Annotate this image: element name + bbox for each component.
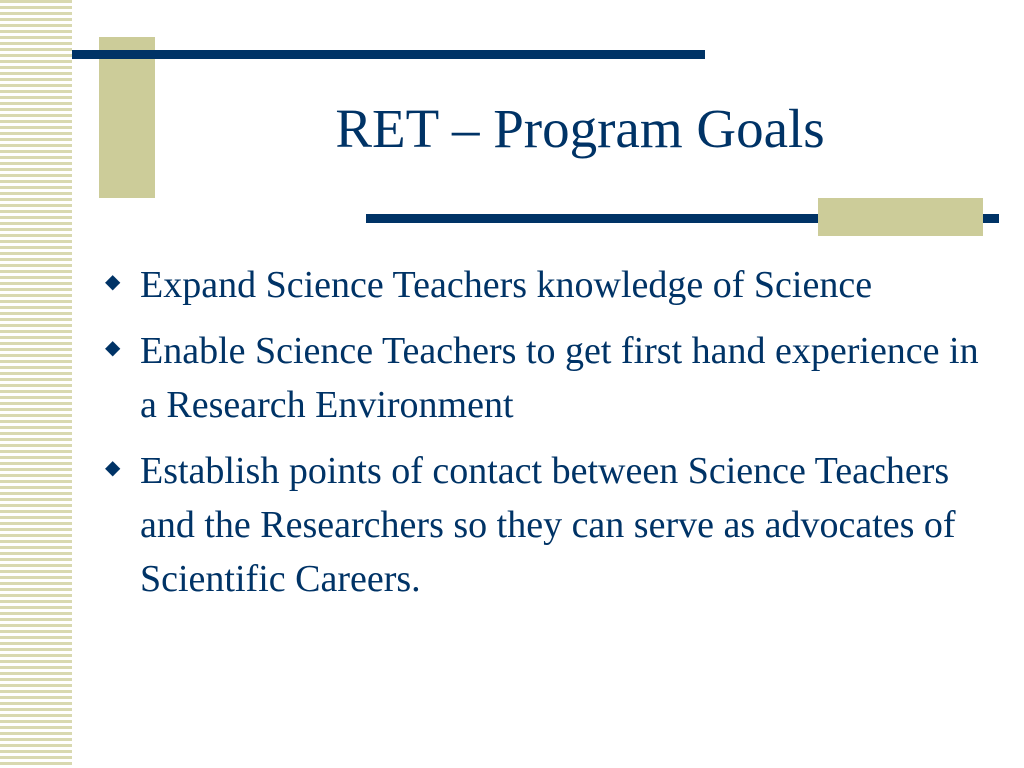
diamond-bullet-icon: ◆ [105, 271, 121, 293]
olive-accent-block-right [818, 198, 983, 236]
navy-accent-bar-top [72, 50, 705, 59]
slide-title: RET – Program Goals [335, 98, 825, 159]
bullet-text: Expand Science Teachers knowledge of Science [140, 264, 873, 306]
side-stripe-decoration [0, 0, 72, 768]
bullet-list [105, 258, 985, 618]
diamond-bullet-icon: ◆ [105, 337, 121, 359]
bullet-item [105, 258, 985, 312]
diamond-bullet-icon: ◆ [105, 457, 121, 479]
bullet-text: Enable Science Teachers to get first hand experience in a Research Environment [140, 330, 979, 426]
bullet-text: Establish points of contact between Science Teachers and the Researchers so they can serve as advocates of Scientific Careers. [140, 450, 956, 600]
bullet-item [105, 444, 985, 606]
bullet-item [105, 324, 985, 432]
olive-accent-block-left [99, 37, 155, 198]
